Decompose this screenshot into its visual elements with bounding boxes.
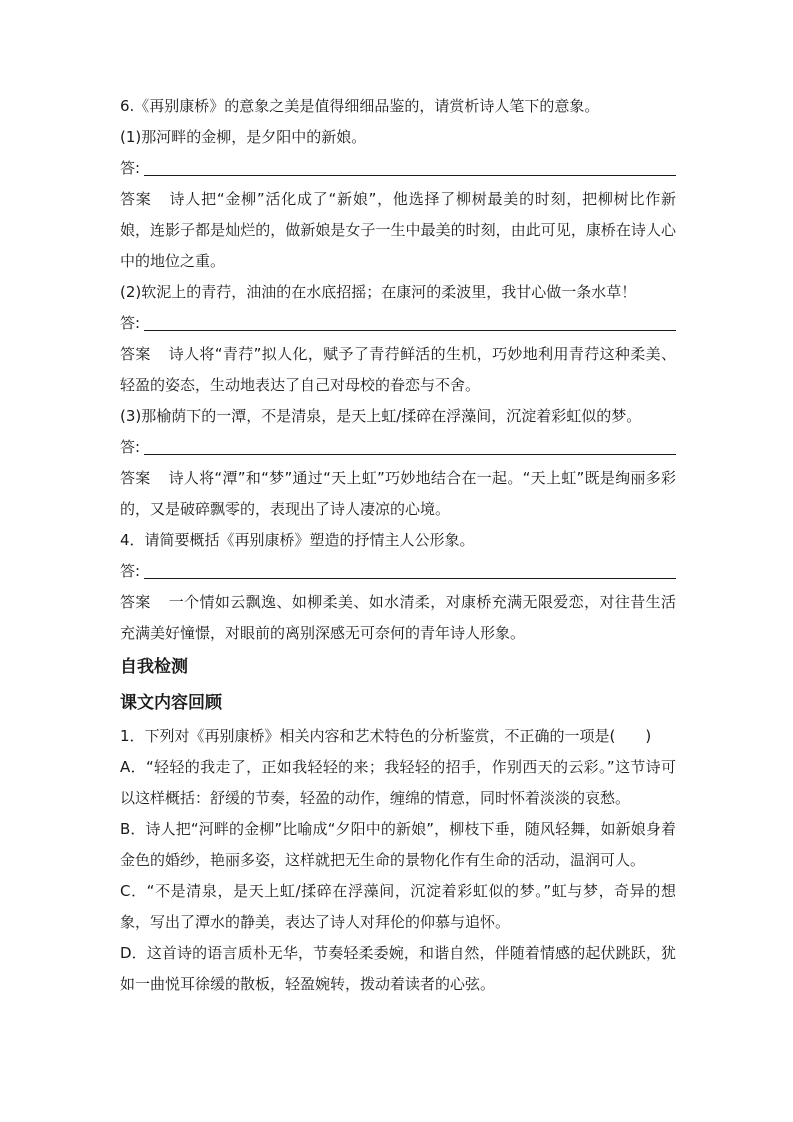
answer-blank-4 xyxy=(120,556,676,587)
mc-option-a: A．“轻轻的我走了，正如我轻轻的来；我轻轻的招手，作别西天的云彩。”这节诗可以这样概括：舒缓的节奏，轻盈的动作，缠绵的情意，同时怀着淡淡的哀愁。 xyxy=(120,758,676,807)
mc-option-c: C．“不是清泉，是天上虹/揉碎在浮藻间，沉淀着彩虹似的梦。”虹与梦，奇异的想象，写出了潭水的静美，表达了诗人对拜伦的仰慕与追怀。 xyxy=(120,882,676,931)
section-title: 自我检测 xyxy=(120,657,188,677)
answer-tag: 答案 xyxy=(120,469,151,487)
question-6-1-prompt: (1)那河畔的金柳，是夕阳中的新娘。 xyxy=(120,128,367,146)
answer-underline xyxy=(144,577,676,579)
document-page xyxy=(120,91,676,1000)
answer-6-3 xyxy=(120,463,676,525)
answer-blank-6-2 xyxy=(120,308,676,339)
answer-label: 答: xyxy=(120,314,141,332)
question-6-2-prompt: (2)软泥上的青荇，油油的在水底招摇；在康河的柔波里，我甘心做一条水草！ xyxy=(120,283,637,301)
answer-tag: 答案 xyxy=(120,345,151,363)
answer-text: 诗人将“青荇”拟人化，赋予了青荇鲜活的生机，巧妙地利用青荇这种柔美、轻盈的姿态，生动地表达了自己对母校的眷恋与不舍。 xyxy=(120,345,676,394)
answer-6-2 xyxy=(120,339,676,401)
answer-underline xyxy=(144,329,676,331)
mc-option-b: B．诗人把“河畔的金柳”比喻成“夕阳中的新娘”，柳枝下垂，随风轻舞，如新娘身着金色的婚纱，艳丽多姿，这样就把无生命的景物化作有生命的活动，温润可人。 xyxy=(120,820,676,869)
answer-text: 一个情如云飘逸、如柳柔美、如水清柔，对康桥充满无限爱恋，对往昔生活充满美好憧憬，对眼前的离别深感无可奈何的青年诗人形象。 xyxy=(120,593,676,642)
answer-6-1 xyxy=(120,184,676,277)
answer-tag: 答案 xyxy=(120,593,151,611)
answer-text: 诗人将“潭”和“梦”通过“天上虹”巧妙地结合在一起。“天上虹”既是绚丽多彩的，又是破碎飘零的，表现出了诗人凄凉的心境。 xyxy=(120,469,676,518)
question-6-stem: 6.《再别康桥》的意象之美是值得细细品鉴的，请赏析诗人笔下的意象。 xyxy=(120,97,600,115)
answer-underline xyxy=(144,453,676,455)
answer-tag: 答案 xyxy=(120,190,152,208)
mc-question-1-stem: 1．下列对《再别康桥》相关内容和艺术特色的分析鉴赏，不正确的一项是( ) xyxy=(120,727,652,745)
question-4-stem: 4．请简要概括《再别康桥》塑造的抒情主人公形象。 xyxy=(120,531,475,549)
answer-label: 答: xyxy=(120,159,141,177)
answer-label: 答: xyxy=(120,438,141,456)
answer-blank-6-3 xyxy=(120,432,676,463)
answer-text: 诗人把“金柳”活化成了“新娘”，他选择了柳树最美的时刻，把柳树比作新娘，连影子都是灿烂的，做新娘是女子一生中最美的时刻，由此可见，康桥在诗人心中的地位之重。 xyxy=(120,190,676,270)
answer-4 xyxy=(120,587,676,649)
question-6-3-prompt: (3)那榆荫下的一潭，不是清泉，是天上虹/揉碎在浮藻间，沉淀着彩虹似的梦。 xyxy=(120,407,642,425)
mc-option-d: D．这首诗的语言质朴无华，节奏轻柔委婉，和谐自然，伴随着情感的起伏跳跃，犹如一曲悦耳徐缓的散板，轻盈婉转，拨动着读者的心弦。 xyxy=(120,944,676,993)
answer-underline xyxy=(144,174,676,176)
answer-label: 答: xyxy=(120,562,141,580)
section-subtitle: 课文内容回顾 xyxy=(120,693,222,713)
answer-blank-6-1 xyxy=(120,153,676,184)
